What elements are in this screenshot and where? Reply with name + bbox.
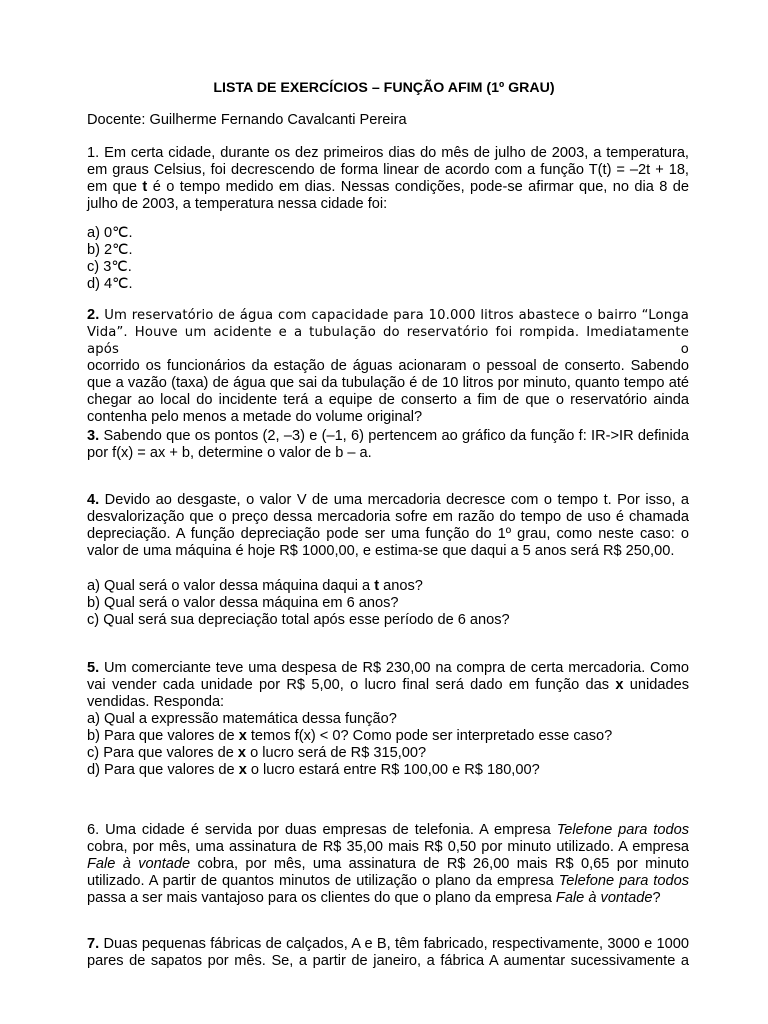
q5-item-b: b) Para que valores de x temos f(x) < 0? Como pode ser interpretado esse caso? [87,728,613,744]
q4-item-b: b) Qual será o valor dessa máquina em 6 anos? [87,595,399,611]
q1-option-a: a) 0℃. [87,225,133,241]
question-2 [87,307,689,426]
q5-item-c: c) Para que valores de x o lucro será de R$ 315,00? [87,745,427,761]
q2-line-6: contenha pelo menos a metade do volume original? [87,409,423,425]
q1-option-c: c) 3℃. [87,259,132,275]
q1-option-b: b) 2℃. [87,242,133,258]
question-3 [87,428,689,462]
question-6 [87,822,689,907]
q5-line-1: 5. Um comerciante teve uma despesa de R$ 230,00 na compra de certa mercadoria. Como [87,660,689,676]
q1-options [87,225,689,293]
q4-subquestions [87,578,689,629]
page-title: LISTA DE EXERCÍCIOS – FUNÇÃO AFIM (1º GRAU) [213,80,555,96]
q1-line-4: julho de 2003, a temperatura nessa cidade foi: [87,196,388,212]
teacher-line: Docente: Guilherme Fernando Cavalcanti Pereira [87,112,407,128]
q4-line-3: depreciação. A função depreciação pode ser uma função do 1º grau, como neste caso: o [87,526,689,542]
q5-item-d: d) Para que valores de x o lucro estará entre R$ 100,00 e R$ 180,00? [87,762,540,778]
q4-line-1: 4. Devido ao desgaste, o valor V de uma mercadoria decresce com o tempo t. Por isso, a [87,492,689,508]
q6-line-2: cobra, por mês, uma assinatura de R$ 35,00 mais R$ 0,50 por minuto utilizado. A empresa [87,839,689,855]
q4-line-4: valor de uma máquina é hoje R$ 1000,00, e estima-se que daqui a 5 anos será R$ 250,00. [87,543,675,559]
q1-option-d: d) 4℃. [87,276,133,292]
q3-line-1: 3. Sabendo que os pontos (2, –3) e (–1, 6) pertencem ao gráfico da função f: IR->IR definida [87,428,689,444]
q4-item-c: c) Qual será sua depreciação total após esse período de 6 anos? [87,612,510,628]
q5-line-3: vendidas. Responda: [87,694,225,710]
question-4 [87,492,689,560]
q3-line-2: por f(x) = ax + b, determine o valor de b – a. [87,445,372,461]
q5-line-2: vai vender cada unidade por R$ 5,00, o lucro final será dado em função das x unidades [87,677,689,693]
q6-line-4: utilizado. A partir de quantos minutos de utilização o plano da empresa Telefone para todos [87,873,689,889]
q2-line-5: chegar ao local do incidente terá a equipe de conserto a fim de que o reservatório ainda [87,392,689,408]
q4-item-a: a) Qual será o valor dessa máquina daqui a t anos? [87,578,423,594]
q6-line-1: 6. Uma cidade é servida por duas empresas de telefonia. A empresa Telefone para todos [87,822,689,838]
q6-line-5: passa a ser mais vantajoso para os clientes do que o plano da empresa Fale à vontade? [87,890,661,906]
q1-line-2: em graus Celsius, foi decrescendo de forma linear de acordo com a função T(t) = –2t + 18, [87,162,689,178]
q2-line-4: que a vazão (taxa) de água que sai da tubulação é de 10 litros por minuto, quanto tempo até [87,375,689,391]
q7-line-1: 7. Duas pequenas fábricas de calçados, A e B, têm fabricado, respectivamente, 3000 e 1000 [87,936,689,952]
q1-line-3: em que t é o tempo medido em dias. Nessas condições, pode-se afirmar que, no dia 8 de [87,179,689,195]
q2-line-2: Vida”. Houve um acidente e a tubulação do reservatório foi rompida. Imediatamente após o [87,325,689,357]
question-1 [87,145,689,213]
question-7 [87,936,689,970]
q1-line-1: 1. Em certa cidade, durante os dez primeiros dias do mês de julho de 2003, a temperatura, [87,145,689,161]
q2-line-3: ocorrido os funcionários da estação de águas acionaram o pessoal de conserto. Sabendo [87,358,689,374]
q7-line-2: pares de sapatos por mês. Se, a partir de janeiro, a fábrica A aumentar sucessivamente a [87,953,689,969]
question-5 [87,660,689,779]
q4-line-2: desvalorização que o preço dessa mercadoria sofre em razão do tempo de uso é chamada [87,509,689,525]
q5-item-a: a) Qual a expressão matemática dessa função? [87,711,397,727]
q2-line-1: 2. Um reservatório de água com capacidade para 10.000 litros abastece o bairro “Longa [87,307,689,323]
q6-line-3: Fale à vontade cobra, por mês, uma assinatura de R$ 26,00 mais R$ 0,65 por minuto [87,856,689,872]
